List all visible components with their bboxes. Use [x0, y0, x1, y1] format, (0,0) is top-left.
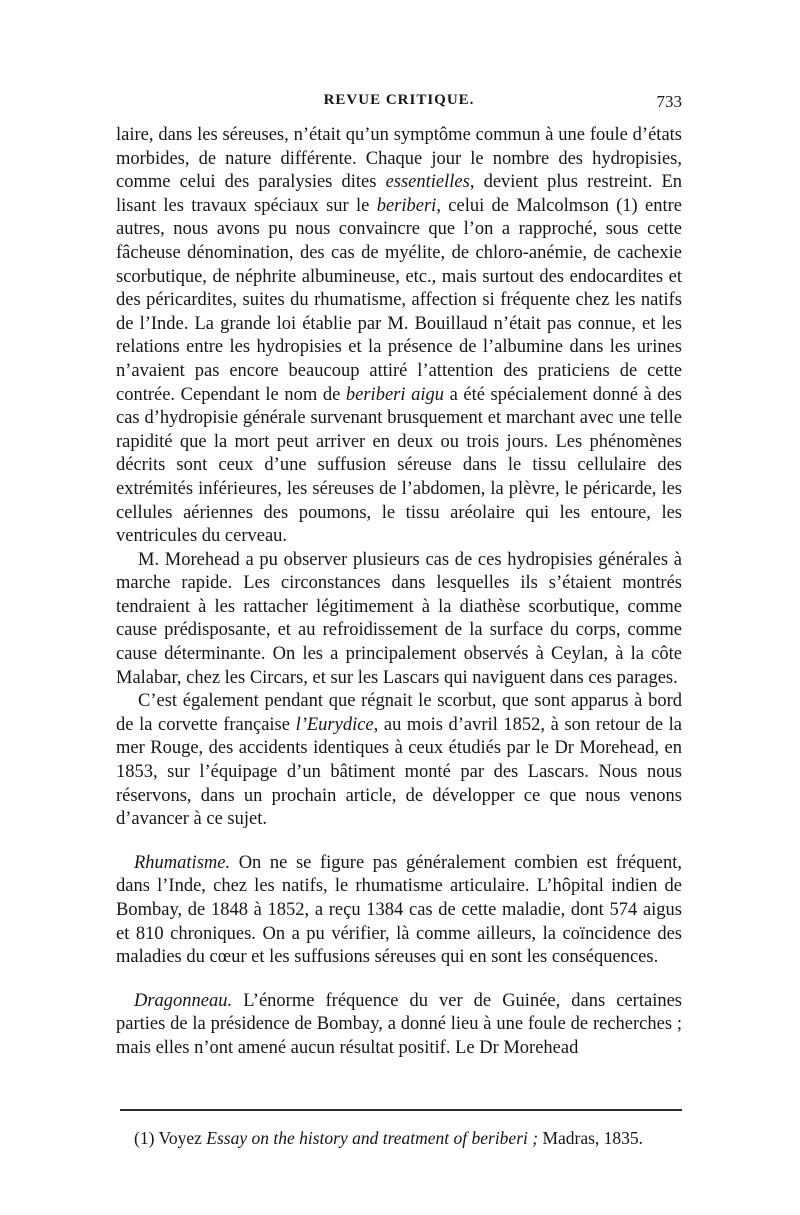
text-run: On ne se figure pas généralement combien est fréquent, dans l’Inde, chez les natifs, le rhumatisme articulaire. L’hôpital indien de Bombay, de 1848 à 1852, a reçu 1384 cas de cette maladie, dont 574 aigus et 810 chroniques. On a pu vérifier, là comme ailleurs, la coïncidence des maladies du cœur et les suffusions séreuses qui en sont les conséquences.: [116, 852, 682, 968]
running-title: REVUE CRITIQUE.: [323, 92, 475, 108]
footnote: [134, 1128, 682, 1149]
paragraph-eurydice: [116, 690, 682, 832]
footnote-marker: (1) Voyez: [134, 1128, 207, 1148]
paragraph-beriberi-continuation: [116, 124, 682, 549]
italic-run: essentielles: [385, 172, 470, 193]
text-run: , devient plus restreint. En lisant les travaux spéciaux sur le: [116, 172, 682, 216]
section-heading-rhumatisme: Rhumatisme.: [134, 852, 231, 873]
page-number: 733: [656, 92, 682, 111]
body-text: [116, 124, 682, 1061]
running-head: [116, 92, 682, 116]
text-run: L’énorme fréquence du ver de Guinée, dans certaines parties de la présidence de Bombay, a donné lieu à une foule de recherches ; mais elles n’ont amené aucun résultat positif. Le Dr Morehead: [116, 990, 682, 1058]
paragraph-morehead-observations: [116, 549, 682, 691]
italic-run: beriberi: [376, 195, 437, 216]
text-run: a été spécialement donné à des cas d’hydropisie générale survenant brusquement et marchant avec une telle rapidité que la mort peut arriver en deux ou trois jours. Les phénomènes décrits sont ceux d’une suffusion séreuse dans le tissu cellulaire des extrémités inférieures, les séreuses de l’abdomen, la plèvre, le péricarde, les cellules aériennes des poumons, le tissu aréolaire qui les entoure, les ventricules du cerveau.: [116, 384, 683, 547]
text-run: au mois d’avril 1852, à son retour de la mer Rouge, des accidents identiques à ceux étudiés par le Dr Morehead, en 1853, sur l’équipage d’un bâtiment monté par des Lascars. Nous nous réservons, dans un prochain article, de développer ce que nous venons d’avancer à ce sujet.: [116, 714, 682, 830]
paragraph-rhumatisme: [116, 852, 682, 970]
text-run: M. Morehead a pu observer plusieurs cas de ces hydropisies générales à marche rapide. Les circonstances dans lesquelles ils s’étaient montrés tendraient à les rattacher légitimement à la diathèse scorbutique, comme cause prédisposante, et au refroidissement de la surface du corps, comme cause déterminante. On les a principalement observés à Ceylan, à la côte Malabar, chez les Circars, et sur les Lascars qui naviguent dans ces parages.: [116, 549, 682, 688]
text-run: C’est également pendant que régnait le scorbut, que sont apparus à bord de la corvette française: [116, 691, 682, 735]
paragraph-dragonneau: [116, 990, 682, 1061]
footnote-place: Madras, 1835.: [538, 1128, 644, 1148]
text-run: , celui de Malcolmson (1) entre autres, nous avons pu nous convaincre que l’on a rapproché, sous cette fâcheuse dénomination, des cas de myélite, de chloro-anémie, de cachexie scorbutique, de néphrite albumineuse, etc., mais surtout des endocardites et des péricardites, suites du rhumatisme, affection si fréquente chez les natifs de l’Inde. La grande loi établie par M. Bouillaud n’était pas connue, et les relations entre les hydropisies et la présence de l’albumine dans les urines n’avaient pas encore beaucoup attiré l’attention des praticiens de cette contrée. Cependant le nom de: [116, 195, 682, 405]
italic-run: l’Eurydice,: [295, 714, 379, 735]
text-run: laire, dans les séreuses, n’était qu’un symptôme commun à une foule d’états morbides, de nature différente. Chaque jour le nombre des hydropisies, comme celui des paralysies dites: [116, 125, 682, 193]
italic-run: beriberi aigu: [345, 384, 444, 405]
footnote-rule: [120, 1109, 682, 1111]
section-heading-dragonneau: Dragonneau.: [134, 990, 233, 1011]
footnote-title: Essay on the history and treatment of beriberi ;: [206, 1128, 539, 1148]
